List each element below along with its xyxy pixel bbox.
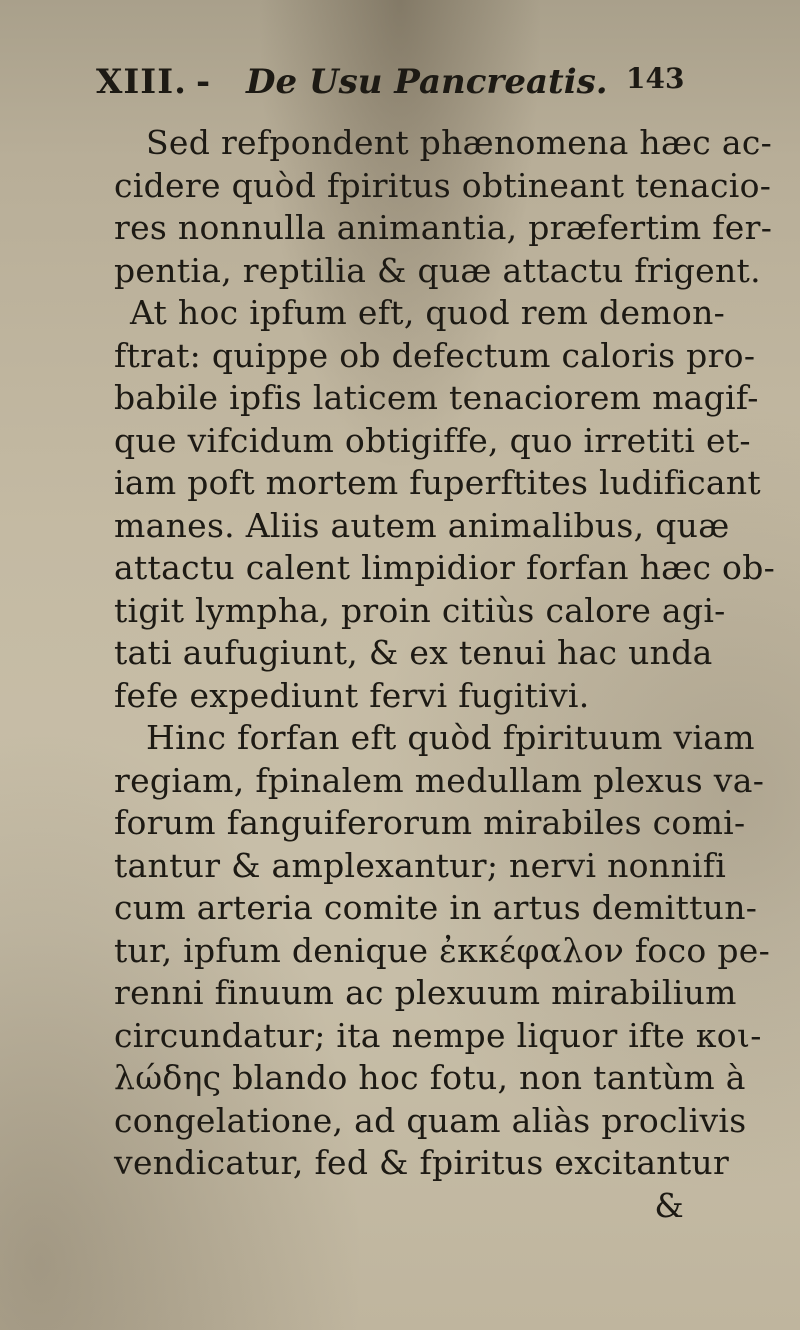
text-line: Sed refpondent phænomena hæc ac- bbox=[146, 123, 773, 162]
catchword: & bbox=[654, 1185, 684, 1225]
text-line: tantur & amplexantur; nervi nonnifi bbox=[114, 845, 727, 885]
header-dash: - bbox=[196, 62, 211, 102]
text-line: attactu calent limpidior forfan hæc ob- bbox=[114, 548, 776, 587]
text-line: vendicatur, fed & fpiritus excitantur bbox=[114, 1143, 730, 1182]
text-line: res nonnulla animantia, præfertim fer- bbox=[114, 208, 773, 247]
text-line: At hoc ipfum eft, quod rem demon- bbox=[130, 293, 726, 332]
text-line: circundatur; ita nempe liquor ifte κοι- bbox=[114, 1015, 762, 1055]
text-line: ftrat: quippe ob defectum caloris pro- bbox=[114, 335, 756, 375]
chapter-number: XIII. bbox=[96, 62, 187, 102]
text-line: cidere quòd fpiritus obtineant tenacio- bbox=[114, 165, 772, 205]
text-line: Hinc forfan eft quòd fpirituum viam bbox=[146, 718, 755, 757]
text-line: tigit lympha, proin citiùs calore agi- bbox=[114, 590, 726, 630]
running-header bbox=[96, 62, 736, 114]
text-line: tati aufugiunt, & ex tenui hac unda bbox=[114, 633, 713, 672]
running-title: De Usu Pancreatis. bbox=[246, 62, 608, 102]
text-line: que vifcidum obtigiffe, quo irretiti et- bbox=[114, 420, 751, 460]
page-number: 143 bbox=[626, 62, 685, 95]
text-line: iam poft mortem fuperftites ludificant bbox=[114, 463, 761, 502]
text-line: cum arteria comite in artus demittun- bbox=[114, 888, 758, 927]
body-text bbox=[114, 122, 776, 1227]
text-line: manes. Aliis autem animalibus, quæ bbox=[114, 505, 730, 545]
text-line: forum fanguiferorum mirabiles comi- bbox=[114, 803, 746, 842]
text-line: regiam, fpinalem medullam plexus va- bbox=[114, 760, 765, 800]
text-line: renni finuum ac plexuum mirabilium bbox=[114, 973, 737, 1012]
text-line: pentia, reptilia & quæ attactu frigent. bbox=[114, 250, 761, 290]
text-line: fefe expediunt fervi fugitivi. bbox=[114, 675, 590, 715]
text-line: λώδης blando hoc fotu, non tantùm à bbox=[114, 1058, 746, 1097]
text-line: congelatione, ad quam aliàs proclivis bbox=[114, 1100, 747, 1140]
text-line: babile ipfis laticem tenaciorem magif- bbox=[114, 378, 759, 417]
text-line: tur, ipfum denique ἐκκέφαλον foco pe- bbox=[114, 930, 771, 970]
